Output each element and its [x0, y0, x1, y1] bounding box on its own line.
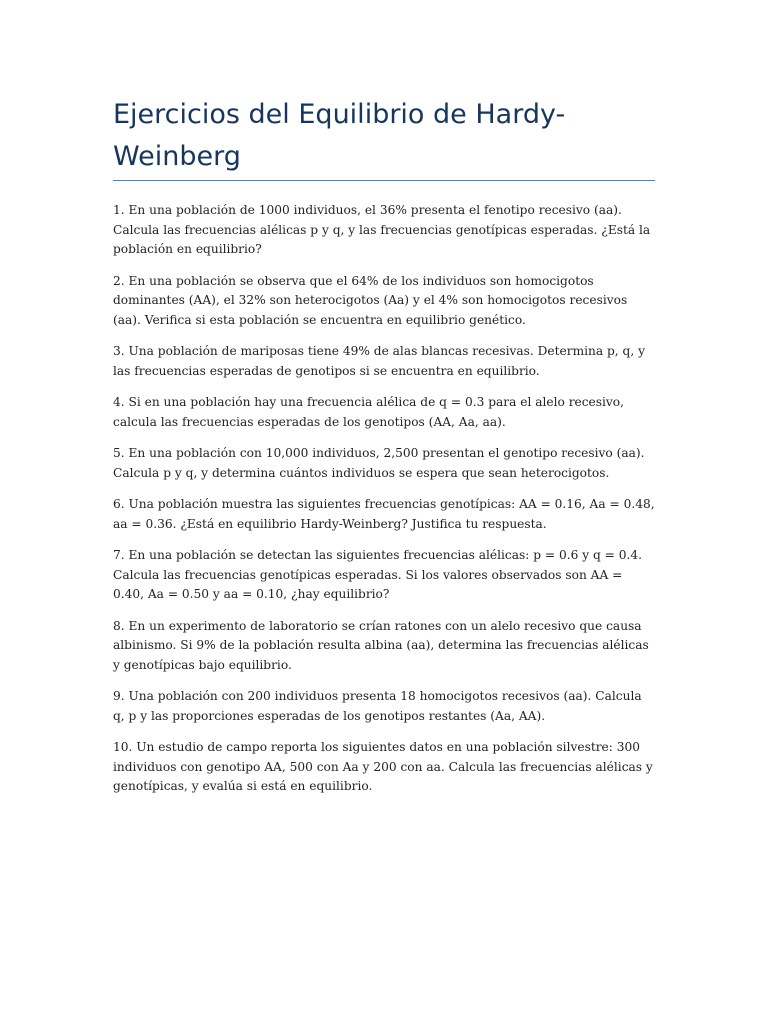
exercise-item: 3. Una población de mariposas tiene 49% de alas blancas recesivas. Determina p, q, y las frecuencias esperadas de genotipos si se encuentra en equilibrio. [113, 344, 645, 378]
exercise-item: 6. Una población muestra las siguientes frecuencias genotípicas: AA = 0.16, Aa = 0.48, aa = 0.36. ¿Está en equilibrio Hardy-Weinberg? Justifica tu respuesta. [113, 497, 655, 531]
exercise-item: 5. En una población con 10,000 individuos, 2,500 presentan el genotipo recesivo (aa). Calcula p y q, y determina cuántos individuos se espera que sean heterocigotos. [113, 446, 645, 480]
exercise-item: 10. Un estudio de campo reporta los siguientes datos en una población silvestre: 300 individuos con genotipo AA, 500 con Aa y 200 con aa. Calcula las frecuencias alélicas y genotípicas, y evalúa si está en equilibrio. [113, 740, 653, 793]
exercise-item: 1. En una población de 1000 individuos, el 36% presenta el fenotipo recesivo (aa). Calcula las frecuencias alélicas p y q, y las frecuencias genotípicas esperadas. ¿Está la población en equilibrio? [113, 203, 651, 256]
exercise-item: 4. Si en una población hay una frecuencia alélica de q = 0.3 para el alelo recesivo, calcula las frecuencias esperadas de los genotipos (AA, Aa, aa). [113, 395, 625, 429]
exercise-list [113, 201, 655, 809]
exercise-item: 2. En una población se observa que el 64% de los individuos son homocigotos dominantes (AA), el 32% son heterocigotos (Aa) y el 4% son homocigotos recesivos (aa). Verifica si esta población se encuentra en equilibrio genético. [113, 273, 628, 327]
exercise-item: 9. Una población con 200 individuos presenta 18 homocigotos recesivos (aa). Calcula q, p y las proporciones esperadas de los genotipos restantes (Aa, AA). [113, 689, 642, 723]
title-underline [113, 180, 655, 181]
exercise-item: 7. En una población se detectan las siguientes frecuencias alélicas: p = 0.6 y q = 0.4. Calcula las frecuencias genotípicas esperadas. Si los valores observados son AA = 0.40, Aa = 0.50 y aa = 0.10, ¿hay equilibrio? [113, 548, 643, 601]
document-title: Ejercicios del Equilibrio de Hardy-Weinberg [113, 99, 566, 172]
exercise-item: 8. En un experimento de laboratorio se crían ratones con un alelo recesivo que causa albinismo. Si 9% de la población resulta albina (aa), determina las frecuencias alélicas y genotípicas bajo equilibrio. [113, 618, 649, 672]
